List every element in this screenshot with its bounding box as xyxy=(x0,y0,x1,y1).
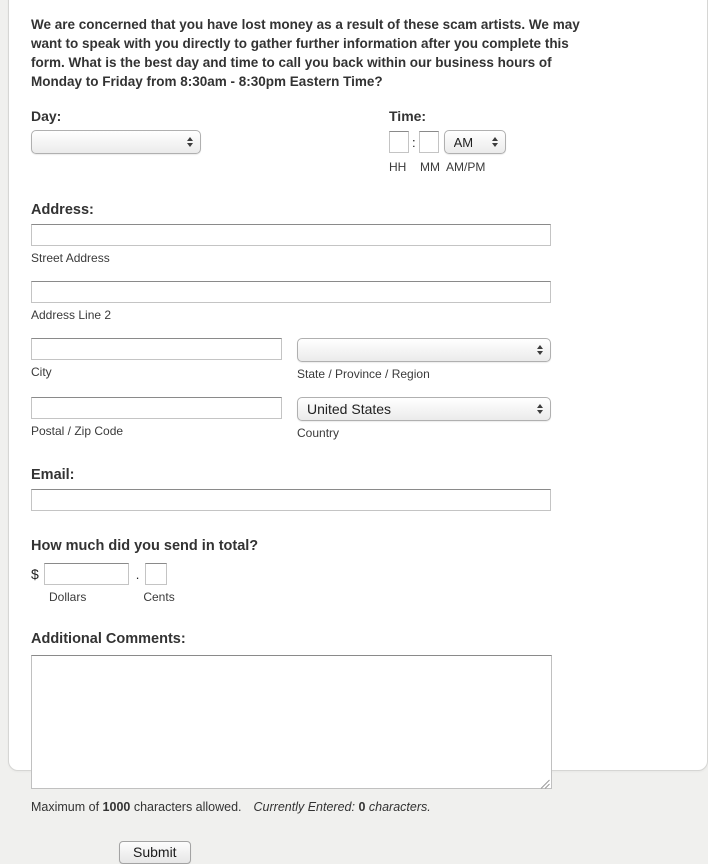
minute-input[interactable] xyxy=(419,131,439,153)
city-field xyxy=(31,338,282,381)
time-colon: : xyxy=(412,134,416,150)
time-label: Time: xyxy=(389,108,427,124)
decimal-point: . xyxy=(135,566,140,582)
character-counter xyxy=(31,800,575,814)
dollars-input[interactable] xyxy=(44,563,129,585)
address-line2-field xyxy=(31,281,575,322)
cents-sublabel: Cents xyxy=(143,590,175,604)
counter-current-suffix: characters. xyxy=(365,800,431,814)
time-field xyxy=(389,108,506,174)
postal-field xyxy=(31,397,282,440)
state-select-wrap xyxy=(297,338,551,362)
country-sublabel: Country xyxy=(297,426,340,440)
amount-field xyxy=(31,563,575,604)
amount-heading: How much did you send in total? xyxy=(31,538,259,554)
counter-max-prefix: Maximum of xyxy=(31,800,103,814)
country-select[interactable] xyxy=(297,397,551,421)
time-sublabels xyxy=(389,160,506,174)
day-select-wrap xyxy=(31,130,201,154)
day-time-row xyxy=(31,108,575,174)
city-sublabel: City xyxy=(31,365,52,379)
country-field xyxy=(297,397,551,440)
address-line2-sublabel: Address Line 2 xyxy=(31,308,112,322)
submit-button[interactable]: Submit xyxy=(119,841,191,864)
form-panel xyxy=(8,0,708,860)
day-label: Day: xyxy=(31,108,62,124)
state-sublabel: State / Province / Region xyxy=(297,367,430,381)
counter-max-value: 1000 xyxy=(102,800,131,814)
day-field xyxy=(31,108,389,174)
ampm-select[interactable] xyxy=(444,130,506,154)
intro-text: We are concerned that you have lost money as a result of these scam artists. We may want to speak with you directly to gather further information after you complete this form. What is the best day and time to call you back within our business hours of Monday to Friday from 8:30am - 8:30pm Eastern Time? xyxy=(31,17,580,89)
state-select[interactable] xyxy=(297,338,551,362)
time-widgets xyxy=(389,130,506,154)
street-address-input[interactable] xyxy=(31,224,551,246)
country-select-wrap xyxy=(297,397,551,421)
street-address-field xyxy=(31,224,575,265)
email-field xyxy=(31,489,575,511)
city-state-row xyxy=(31,338,575,381)
city-input[interactable] xyxy=(31,338,282,360)
postal-sublabel: Postal / Zip Code xyxy=(31,424,124,438)
counter-max-suffix: characters allowed. xyxy=(130,800,242,814)
hour-sublabel: HH xyxy=(389,160,407,174)
state-field xyxy=(297,338,551,381)
hour-input[interactable] xyxy=(389,131,409,153)
ampm-sublabel: AM/PM xyxy=(446,160,486,174)
dollars-sublabel: Dollars xyxy=(49,590,87,604)
email-input[interactable] xyxy=(31,489,551,511)
amount-sublabels xyxy=(31,590,575,604)
counter-current-label: Currently Entered: xyxy=(253,800,359,814)
minute-sublabel: MM xyxy=(420,160,440,174)
callback-report-form xyxy=(9,0,580,864)
comments-textarea[interactable] xyxy=(31,655,552,789)
postal-country-row xyxy=(31,397,575,440)
address-line2-input[interactable] xyxy=(31,281,551,303)
submit-row xyxy=(119,841,575,864)
amount-inputs xyxy=(31,563,575,585)
comments-heading: Additional Comments: xyxy=(31,631,186,647)
cents-input[interactable] xyxy=(145,563,167,585)
day-select[interactable] xyxy=(31,130,201,154)
address-heading: Address: xyxy=(31,202,94,218)
postal-code-input[interactable] xyxy=(31,397,282,419)
counter-current-value: 0 xyxy=(358,800,366,814)
email-heading: Email: xyxy=(31,467,75,483)
street-address-sublabel: Street Address xyxy=(31,251,110,265)
comments-field xyxy=(31,655,552,794)
ampm-select-wrap xyxy=(444,130,506,154)
dollar-sign: $ xyxy=(31,566,39,582)
